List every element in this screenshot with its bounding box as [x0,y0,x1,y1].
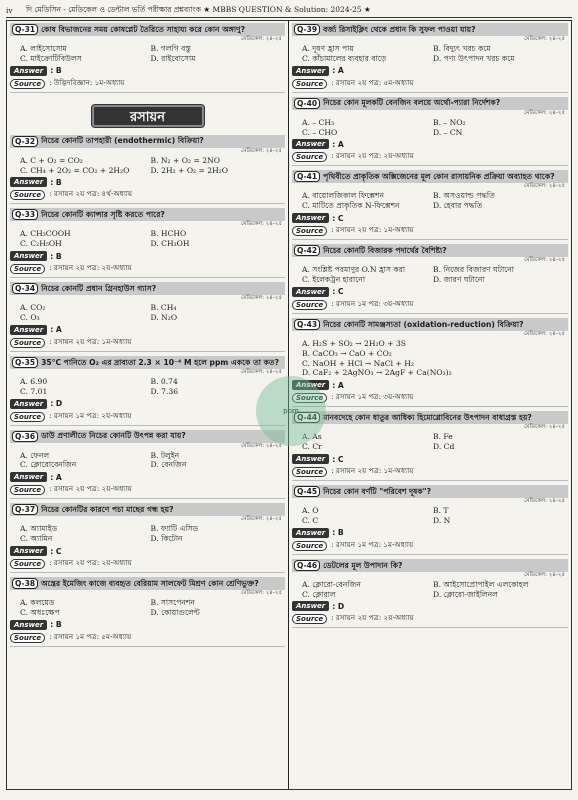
question-header [292,411,568,431]
answer-label: Answer [10,620,47,630]
exam-tag: মেডিকেল: ২৪-২৫ [524,257,565,264]
source-row [292,225,568,240]
option: A. CO₂ [20,303,46,313]
question-block [292,485,568,555]
source-row [10,78,285,93]
answer-label: Answer [10,177,47,187]
answer-value: : B [50,620,62,630]
option: D. N [433,515,451,525]
option: B. ফ্যাটি এসিড [150,524,199,534]
option: A. কলয়েড [20,598,55,608]
answer-row [292,380,568,390]
page-header [6,4,572,18]
answer-value: : D [50,399,63,409]
answer-row [10,620,285,630]
option: D. জারণ ঘটানো [433,275,485,285]
watermark-text: ppm [283,407,299,415]
source-value: : রসায়ন ২য় পত্র: ৪র্থ-অধ্যায় [49,189,133,199]
source-row [292,299,568,314]
question-number: Q-32 [12,136,38,147]
question-text: নিচের কোন বর্ণটি "পরিবেশ দূষক"? [323,486,432,496]
option: C. C₂H₅OH [20,239,62,249]
option: C. Cr [302,442,322,452]
answer-label: Answer [292,213,329,223]
header-title: দি মেডিসিন - মেডিকেল ও ডেন্টাল ভর্তি পরীক্ষার প্রশ্নব্যাংক ★ MBBS QUESTION & Solution: 2024-25 ★ [26,4,371,14]
question-text: নিচের কোন মূলকটি বেনজিন বলয়ে অর্থো-প্যারা নির্দেশক? [323,98,501,108]
source-value: : রসায়ন ১ম পত্র: ৩য়-অধ্যায় [331,392,414,402]
option: B. টলুইন [150,450,180,460]
source-row [292,613,568,628]
exam-tag: মেডিকেল: ২৪-২৫ [524,183,565,190]
option: D. হেবার পদ্ধতি [433,201,483,211]
question-number: Q-44 [294,412,320,423]
option: C. অধঃক্ষেপ [20,607,60,617]
option: D. CH₃OH [150,239,190,249]
option: B. নিজের বিজারণ ঘটানো [433,265,514,275]
question-block [10,503,285,573]
source-row [10,411,285,426]
exam-tag: মেডিকেল: ২৪-২৫ [524,36,565,42]
option: C. – CHO [302,127,338,137]
answer-row [292,454,568,464]
option: D. CaF₂ + 2AgNO₃ → 2AgF + Ca(NO₃)₂ [302,368,452,378]
question-number: Q-41 [294,171,320,182]
option: A. CH₃COOH [20,229,71,239]
exam-tag: মেডিকেল: ২৪-২৫ [241,295,282,302]
question-number: Q-46 [294,560,320,571]
question-text: ডেটলের মূল উপাদান কি? [323,560,403,570]
exam-tag: মেডিকেল: ২৪-২৫ [241,368,282,375]
answer-value: : C [332,287,344,297]
source-label: Source [10,79,45,89]
question-block [10,577,285,647]
option: B. বিদ্যুৎ খরচ কমে [433,44,491,53]
answer-row [10,251,285,261]
option: A. লাইসোসোম [20,44,67,53]
answer-label: Answer [292,528,329,538]
source-value: : রসায়ন ১ম পত্র: ১ম-অধ্যায় [331,539,414,549]
answer-value: : B [50,251,62,261]
answer-value: : A [50,325,62,335]
answer-row [292,287,568,297]
option: A. As [302,432,322,442]
question-header [292,485,568,505]
option: B. আইসোপ্রোপাইল এলকোহল [433,579,529,589]
option: A. অ্যামাইড [20,524,58,534]
source-label: Source [10,338,45,348]
question-number: Q-39 [294,24,320,35]
source-label: Source [292,393,327,403]
question-block [292,97,568,167]
option: D. ক্লোরো-জাইলিনল [433,589,498,599]
option: D. পণ্য উৎপাদন খরচ কমে [433,53,515,63]
question-header [10,135,285,154]
source-row [292,78,568,93]
option: C. ক্লোরোবেনজিন [20,460,77,470]
answer-row [10,399,285,409]
option: C. ক্লোরাল [302,589,336,599]
source-value: : রসায়ন ২য় পত্র: ৫ম-অধ্যায় [331,77,414,87]
option: C. কাঁচামালের ব্যবহার বাড়ে [302,53,387,63]
question-number: Q-36 [12,431,38,442]
option: B. – NO₂ [433,117,466,127]
source-label: Source [292,79,327,89]
source-value: : রসায়ন ২য় পত্র: ২য়-অধ্যায় [331,613,414,623]
source-value: : রসায়ন ২য় পত্র: ২য়-অধ্যায় [49,263,132,273]
question-text: নিচের কোনটি বিজারক পদার্থের বৈশিষ্ট্য? [323,245,447,255]
question-block [292,244,568,314]
exam-tag: মেডিকেল: ২৪-২৫ [241,590,282,597]
question-number: Q-31 [12,24,38,35]
answer-label: Answer [10,251,47,261]
source-value: : রসায়ন ২য় পত্র: ১ম-অধ্যায় [331,466,414,476]
question-block [10,208,285,278]
option: D. 7.36 [150,386,179,396]
question-header [292,97,568,116]
option: D. Cd [433,442,455,452]
answer-row [292,213,568,223]
answer-value: : C [50,546,62,556]
question-number: Q-45 [294,486,320,497]
answer-label: Answer [292,454,329,464]
question-header [10,577,285,597]
source-label: Source [10,264,45,274]
option: C. NaOH + HCl → NaCl + H₂ [302,358,414,368]
question-number: Q-34 [12,283,38,294]
answer-label: Answer [292,287,329,297]
question-text: 35°C পানিতে O₂ এর দ্রাব্যতা 2.3 × 10⁻⁴ M হলে ppm এককে তা কত? [41,357,280,367]
exam-tag: মেডিকেল: ২৪-২৫ [241,147,282,154]
question-block [10,430,285,500]
option: D. কিটোন [150,534,183,544]
question-block [292,559,568,629]
question-block [10,23,285,93]
question-header [10,23,285,42]
option: B. N₂ + O₂ = 2NO [150,155,220,165]
question-block [10,282,285,352]
source-value: : রসায়ন ২য় পত্র: ২য়-অধ্যায় [49,558,132,568]
option: A. O [302,506,319,516]
option: A. – CH₃ [302,117,334,127]
option: B. Fe [433,432,453,442]
exam-tag: মেডিকেল: ২৪-২৫ [241,221,282,228]
option: B. CaCO₃ → CaO + CO₂ [302,348,392,358]
option: B. CH₄ [150,303,177,313]
question-block [292,318,568,407]
answer-label: Answer [292,601,329,611]
option: C. 7.01 [20,386,48,396]
right-column [289,21,571,789]
answer-value: : A [332,380,344,390]
source-value: : রসায়ন ২য় পত্র: ২য়-অধ্যায় [49,484,132,494]
answer-label: Answer [292,139,329,149]
option: C. CH₄ + 2O₂ = CO₂ + 2H₂O [20,165,130,175]
question-header [292,170,568,190]
question-text: ডাউ প্রণালীতে নিচের কোনটি উৎপন্ন করা যায়? [41,431,186,441]
answer-value: : A [332,139,344,149]
question-number: Q-40 [294,98,320,109]
question-number: Q-38 [12,578,38,589]
question-header [292,318,568,337]
question-text: নিচের কোনটি তাপহারী (endothermic) বিক্রিয়া? [41,136,204,146]
option: D. – CN [433,127,463,137]
answer-label: Answer [10,472,47,482]
option: A. দূষণ হ্রাস পায় [302,44,354,53]
answer-value: : A [332,66,344,76]
question-header [10,282,285,302]
answer-row [10,325,285,335]
exam-tag: মেডিকেল: ২৪-২৫ [241,442,282,449]
question-block [292,23,568,93]
question-text: নিচের কোনটি সামঞ্জস্যতা (oxidation-reduction) বিক্রিয়া? [323,319,524,329]
answer-value: : A [50,472,62,482]
question-text: অন্ত্রের ইমেজিং কাজে ব্যবহৃত বেরিয়াম সালফেট মিশ্রণ কোন শ্রেণিভুক্ত? [41,578,259,588]
question-text: মানবদেহে কোন ধাতুর আধিক্য হিমোগ্লোবিনের উৎপাদন বাধাগ্রস্ত হয়? [323,413,532,423]
question-number: Q-35 [12,357,38,368]
answer-label: Answer [10,399,47,409]
source-label: Source [292,152,327,162]
question-text: পৃথিবীতে প্রাকৃতিক অক্সিজেনের মূল কোন রাসায়নিক প্রক্রিয়া অব্যাহত থাকে? [323,172,555,182]
option: A. 6.90 [20,376,48,386]
question-block [292,411,568,481]
exam-tag: মেডিকেল: ২৪-২৫ [524,424,565,431]
source-row [10,632,285,647]
source-row [292,151,568,166]
option: C. C [302,515,319,525]
exam-tag: মেডিকেল: ২৪-২৫ [241,36,282,42]
source-row [292,466,568,481]
option: B. অসওয়াল্ড পদ্ধতি [433,191,495,201]
source-label: Source [10,485,45,495]
source-value: : রসায়ন ২য় পত্র: ১ম-অধ্যায় [49,336,132,346]
source-row [292,392,568,407]
question-text: বর্জ্য রিসাইক্লিং থেকে প্রধান কি সুফল পাওয়া যায়? [323,24,476,34]
question-number: Q-42 [294,245,320,256]
question-text: নিচের কোনটি প্রধান গ্রিনহাউস গ্যাস? [41,283,157,293]
answer-value: : B [50,177,62,187]
option: A. বায়োলজিকাল ফিক্সেশন [302,191,385,201]
option: D. রাইবোসোম [150,53,196,63]
answer-label: Answer [292,66,329,76]
answer-row [10,66,285,76]
answer-value: : B [50,66,62,76]
source-label: Source [10,559,45,569]
option: D. কোয়াগুলেন্ট [150,607,200,617]
option: B. T [433,506,449,516]
source-label: Source [292,300,327,310]
answer-value: : C [332,454,344,464]
source-label: Source [292,467,327,477]
option: A. H₂S + SO₂ → 2H₂O + 3S [302,338,406,348]
option: C. মাইক্রোটিবিউলস [20,53,82,63]
option: C. অ্যামিন [20,534,53,544]
option: B. সাসপেনশন [150,598,195,608]
exam-tag: মেডিকেল: ২৪-২৫ [524,498,565,505]
source-label: Source [292,226,327,236]
question-header [10,503,285,523]
question-block [292,170,568,240]
source-value: : উদ্ভিদবিজ্ঞান: ১ম-অধ্যায় [49,77,125,87]
exam-tag: মেডিকেল: ২৪-২৫ [241,516,282,523]
option: D. বেনজিন [150,460,187,470]
answer-value: : D [332,601,345,611]
watermark-logo [256,376,326,446]
question-text: নিচের কোনটি ক্যান্সার সৃষ্টি করতে পারে? [41,210,165,220]
question-number: Q-33 [12,209,38,220]
answer-row [10,546,285,556]
answer-label: Answer [10,66,47,76]
option: D. N₂O [150,313,178,323]
option: B. 0.74 [150,376,178,386]
source-value: : রসায়ন ১ম পত্র: ৩য়-অধ্যায় [331,298,414,308]
question-header [292,244,568,264]
option: D. 2H₂ + O₂ = 2H₂O [150,165,229,175]
option: A. ফেনল [20,450,50,460]
question-number: Q-37 [12,504,38,515]
exam-tag: মেডিকেল: ২৪-২৫ [524,330,565,337]
source-row [10,263,285,278]
option: C. ইলেকট্রন হারানো [302,275,366,285]
question-block [10,356,285,426]
answer-row [10,177,285,187]
source-row [10,337,285,352]
question-text: নিচের কোনটির কারণে পচা মাছের গন্ধ হয়? [41,505,174,515]
answer-row [292,601,568,611]
question-number: Q-43 [294,319,320,330]
question-header [292,559,568,578]
page-number: iv [6,6,13,15]
question-text: কোষ বিভাজনের সময় কোষপ্লেট তৈরিতে সাহায্য করে কোন অঙ্গাণু? [41,24,246,34]
source-row [10,558,285,573]
exam-tag: মেডিকেল: ২৪-২৫ [524,109,565,116]
exam-tag: মেডিকেল: ২৪-২৫ [524,571,565,578]
source-value: : রসায়ন ১ম পত্র: ২য়-অধ্যায় [49,410,132,420]
option: A. ক্লোরো-বেনজিন [302,579,361,589]
question-header [10,356,285,375]
option: B. গলগি বস্তু [150,44,191,53]
answer-label: Answer [10,325,47,335]
source-label: Source [292,614,327,624]
answer-row [292,528,568,538]
option: A. সংশ্লিষ্ট পরমাণুর O.N হ্রাস করা [302,265,406,275]
option: B. HCHO [150,229,187,239]
option: C. O₃ [20,313,40,323]
source-value: : রসায়ন ১ম পত্র: ৫ম-অধ্যায় [49,631,132,641]
option: C. মাটিতে প্রাকৃতিক N-ফিক্সেশন [302,201,400,211]
answer-row [292,139,568,149]
source-value: : রসায়ন ২য় পত্র: ১ম-অধ্যায় [331,225,414,235]
source-label: Source [292,541,327,551]
source-row [10,189,285,204]
question-block [10,135,285,205]
answer-row [10,472,285,482]
question-header [10,430,285,449]
question-header [292,23,568,42]
section-title: রসায়ন [92,105,204,127]
source-label: Source [10,412,45,422]
answer-label: Answer [10,546,47,556]
question-header [10,208,285,228]
source-row [10,484,285,499]
source-row [292,540,568,555]
left-column [7,21,289,789]
source-label: Source [10,190,45,200]
source-value: : রসায়ন ২য় পত্র: ২য়-অধ্যায় [331,151,414,161]
page [6,4,572,796]
answer-value: : B [332,528,344,538]
answer-value: : C [332,213,344,223]
source-label: Source [10,633,45,643]
answer-label: Answer [292,380,329,390]
answer-row [292,66,568,76]
option: A. C + O₂ = CO₂ [20,155,83,165]
